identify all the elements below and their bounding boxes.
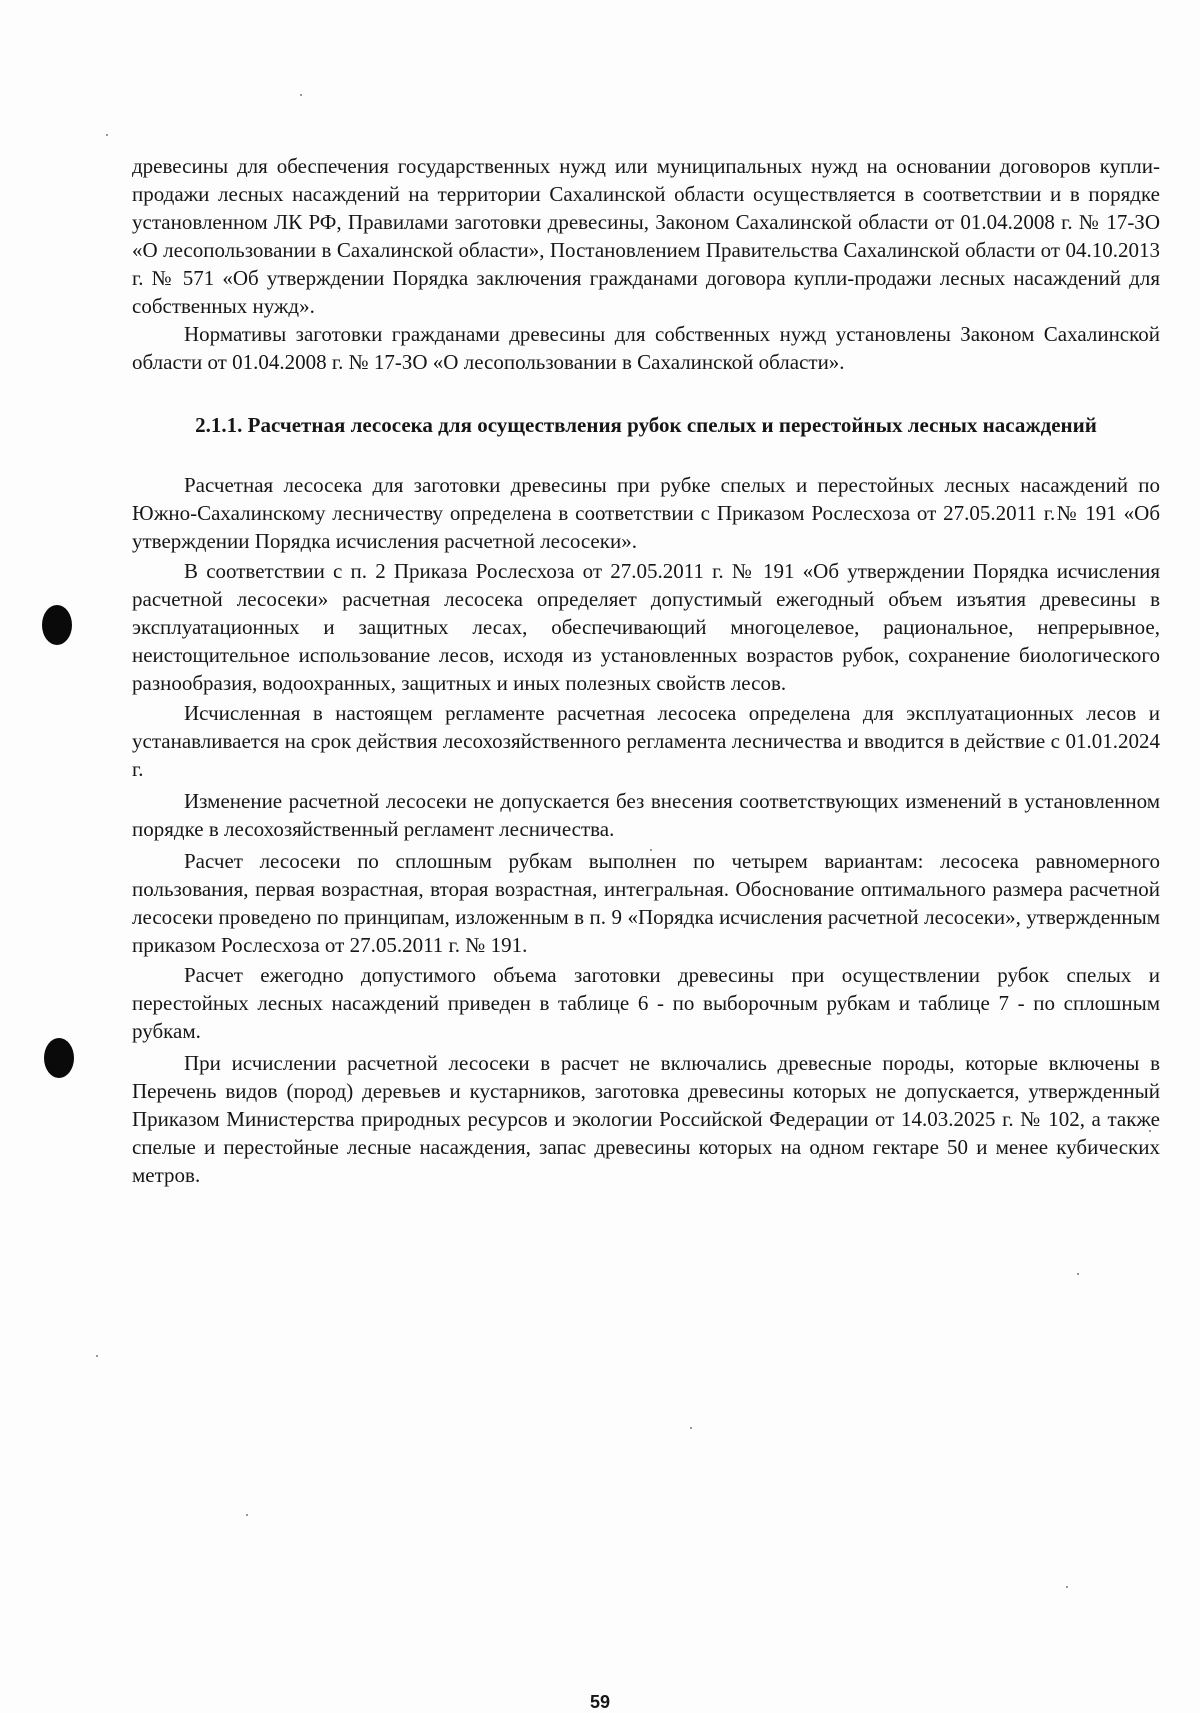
section-paragraph-7: При исчислении расчетной лесосеки в расчет не включались древесные породы, которые включены в Перечень видов (пород) деревьев и кустарников, заготовка древесины которых не допускается, утвержденный Приказом Министерства природных ресурсов и экологии Российской Федерации от 14.03.2025 г. № 102, а также спелые и перестойные лесные насаждения, запас древесины которых на одном гектаре 50 и менее кубических метров. — [132, 1051, 1160, 1187]
scan-speck — [300, 94, 302, 96]
scan-speck — [1077, 1273, 1079, 1275]
scan-speck — [106, 134, 108, 136]
page-number: 59 — [589, 1692, 611, 1712]
scan-speck — [246, 1514, 248, 1516]
intro-paragraph-1: древесины для обеспечения государственных нужд или муниципальных нужд на основании договоров купли-продажи лесных насаждений на территории Сахалинской области осуществляется в соответствии и в порядке установленном ЛК РФ, Правилами заготовки древесины, Законом Сахалинской области от 01.04.2008 г. № 17-ЗО «О лесопользовании в Сахалинской области», Постановлением Правительства Сахалинской области от 04.10.2013 г. № 571 «Об утверждении Порядка заключения гражданами договора купли-продажи лесных насаждений для собственных нужд». — [132, 154, 1160, 318]
section-paragraph-3: Исчисленная в настоящем регламенте расчетная лесосека определена для эксплуатационных лесов и устанавливается на срок действия лесохозяйственного регламента лесничества и вводится в действие с 01.01.2024 г. — [132, 701, 1160, 781]
scan-speck — [1066, 1586, 1068, 1588]
section-paragraph-1: Расчетная лесосека для заготовки древесины при рубке спелых и перестойных лесных насаждений по Южно-Сахалинскому лесничеству определена в соответствии с Приказом Рослесхоза от 27.05.2011 г.№ 191 «Об утверждении Порядка исчисления расчетной лесосеки». — [132, 473, 1160, 553]
scan-speck — [96, 1355, 98, 1357]
intro-paragraph-2: Нормативы заготовки гражданами древесины для собственных нужд установлены Законом Сахалинской области от 01.04.2008 г. № 17-ЗО «О лесопользовании в Сахалинской области». — [132, 322, 1160, 374]
punch-hole-upper — [42, 605, 72, 645]
punch-hole-lower — [44, 1038, 74, 1078]
section-paragraph-5: Расчет лесосеки по сплошным рубкам выполнен по четырем вариантам: лесосека равномерного пользования, первая возрастная, вторая возрастная, интегральная. Обоснование оптимального размера расчетной лесосеки проведено по принципам, изложенным в п. 9 «Порядка исчисления расчетной лесосеки», утвержденным приказом Рослесхоза от 27.05.2011 г. № 191. — [132, 849, 1160, 957]
section-paragraph-4: Изменение расчетной лесосеки не допускается без внесения соответствующих изменений в установленном порядке в лесохозяйственный регламент лесничества. — [132, 789, 1160, 841]
section-paragraph-6: Расчет ежегодно допустимого объема заготовки древесины при осуществлении рубок спелых и перестойных лесных насаждений приведен в таблице 6 - по выборочным рубкам и таблице 7 - по сплошным рубкам. — [132, 963, 1160, 1043]
section-heading: 2.1.1. Расчетная лесосека для осуществления рубок спелых и перестойных лесных насаждений — [195, 413, 1097, 437]
scan-speck — [690, 1427, 692, 1429]
section-body — [132, 471, 1160, 1189]
section-paragraph-2: В соответствии с п. 2 Приказа Рослесхоза от 27.05.2011 г. № 191 «Об утверждении Порядка исчисления расчетной лесосеки» расчетная лесосека определяет допустимый ежегодный объем изъятия древесины в эксплуатационных и защитных лесах, обеспечивающий многоцелевое, рациональное, непрерывное, неистощительное использование лесов, исходя из установленных возрастов рубок, сохранение биологического разнообразия, водоохранных, защитных и иных полезных свойств лесов. — [132, 559, 1160, 695]
document-body — [132, 152, 1160, 1191]
